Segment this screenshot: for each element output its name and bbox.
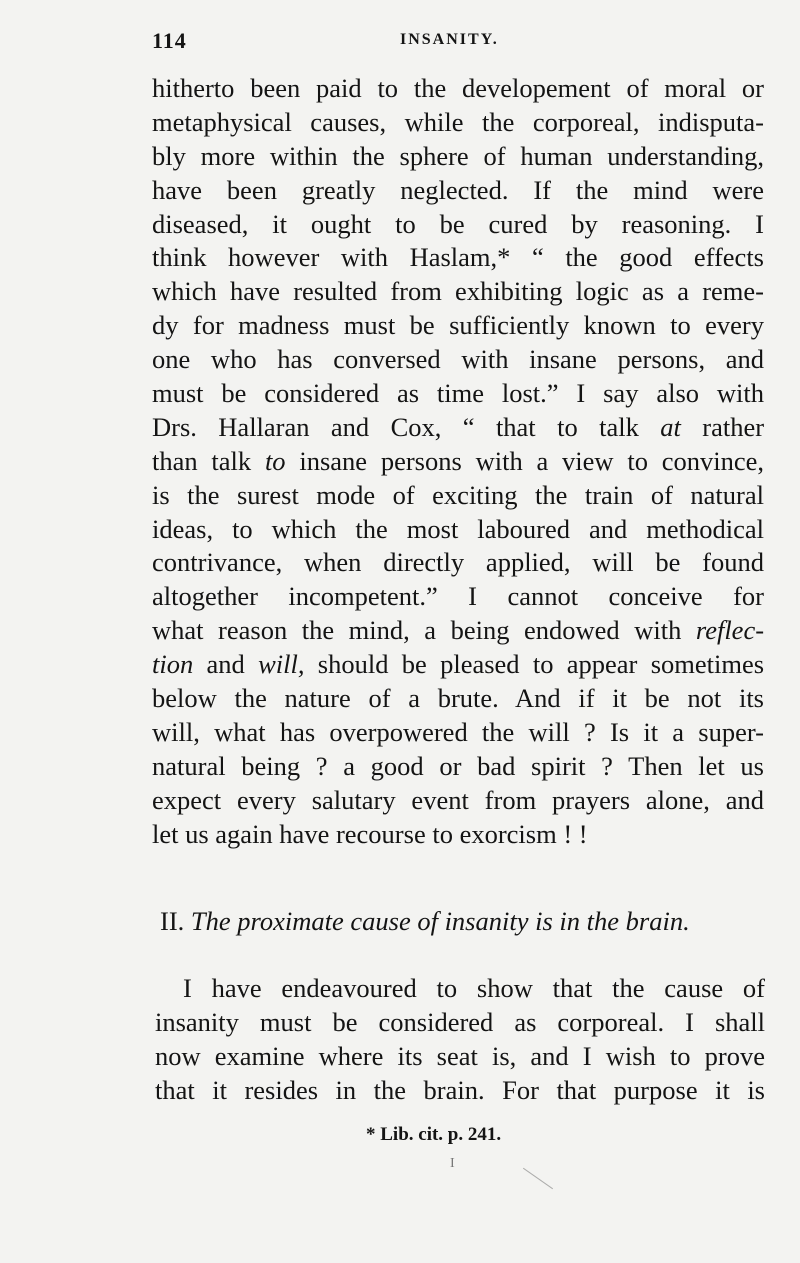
text-line: bly more within the sphere of human understanding, (152, 140, 764, 171)
paper-scratch (523, 1168, 553, 1189)
text-line: natural being ? a good or bad spirit ? Then let us (152, 750, 764, 781)
text-line: that it resides in the brain. For that purpose it is (155, 1074, 765, 1105)
text-line: than talk to insane persons with a view to convince, (152, 445, 765, 476)
signature-mark: I (450, 1156, 455, 1171)
text-line: expect every salutary event from prayers alone, and (152, 784, 764, 815)
page-header (152, 28, 762, 62)
page-number: 114 (152, 28, 187, 53)
text-line: dy for madness must be sufficiently known to every (152, 310, 764, 341)
text-line: diseased, it ought to be cured by reasoning. I (152, 208, 764, 239)
section-heading (160, 906, 760, 937)
text-line: one who has conversed with insane persons, and (152, 344, 764, 375)
text-line: insanity must be considered as corporeal. I shall (155, 1006, 765, 1037)
text-line: have been greatly neglected. If the mind were (152, 174, 764, 205)
main-paragraph (152, 72, 764, 851)
second-paragraph (155, 971, 765, 1107)
text-line: tion and will, should be pleased to appear sometimes (152, 649, 765, 680)
text-line: hitherto been paid to the developement of moral or (152, 73, 764, 103)
text-line: is the surest mode of exciting the train of natural (152, 479, 764, 510)
text-line: think however with Haslam,* “ the good effects (152, 242, 764, 273)
text-line: must be considered as time lost.” I say also with (152, 378, 764, 409)
text-line: I have endeavoured to show that the cause of (183, 973, 765, 1003)
text-line: below the nature of a brute. And if it be not its (152, 683, 764, 714)
text-line: metaphysical causes, while the corporeal, indisputa- (152, 106, 764, 137)
text-line: altogether incompetent.” I cannot conceive for (152, 581, 764, 612)
section-title: The proximate cause of insanity is in the brain. (190, 906, 690, 936)
text-line: what reason the mind, a being endowed with reflec- (152, 615, 765, 646)
running-head: INSANITY. (400, 31, 499, 48)
text-line: let us again have recourse to exorcism ! ! (152, 818, 588, 849)
text-line: Drs. Hallaran and Cox, “ that to talk at rather (152, 411, 765, 442)
footnote: * Lib. cit. p. 241. (366, 1124, 502, 1145)
text-line: contrivance, when directly applied, will be found (152, 547, 764, 578)
text-line: which have resulted from exhibiting logic as a reme- (152, 276, 764, 307)
text-line: will, what has overpowered the will ? Is it a super- (152, 716, 764, 747)
section-numeral: II. (160, 906, 185, 936)
text-line: ideas, to which the most laboured and methodical (152, 513, 764, 544)
text-line: now examine where its seat is, and I wish to prove (155, 1040, 765, 1071)
